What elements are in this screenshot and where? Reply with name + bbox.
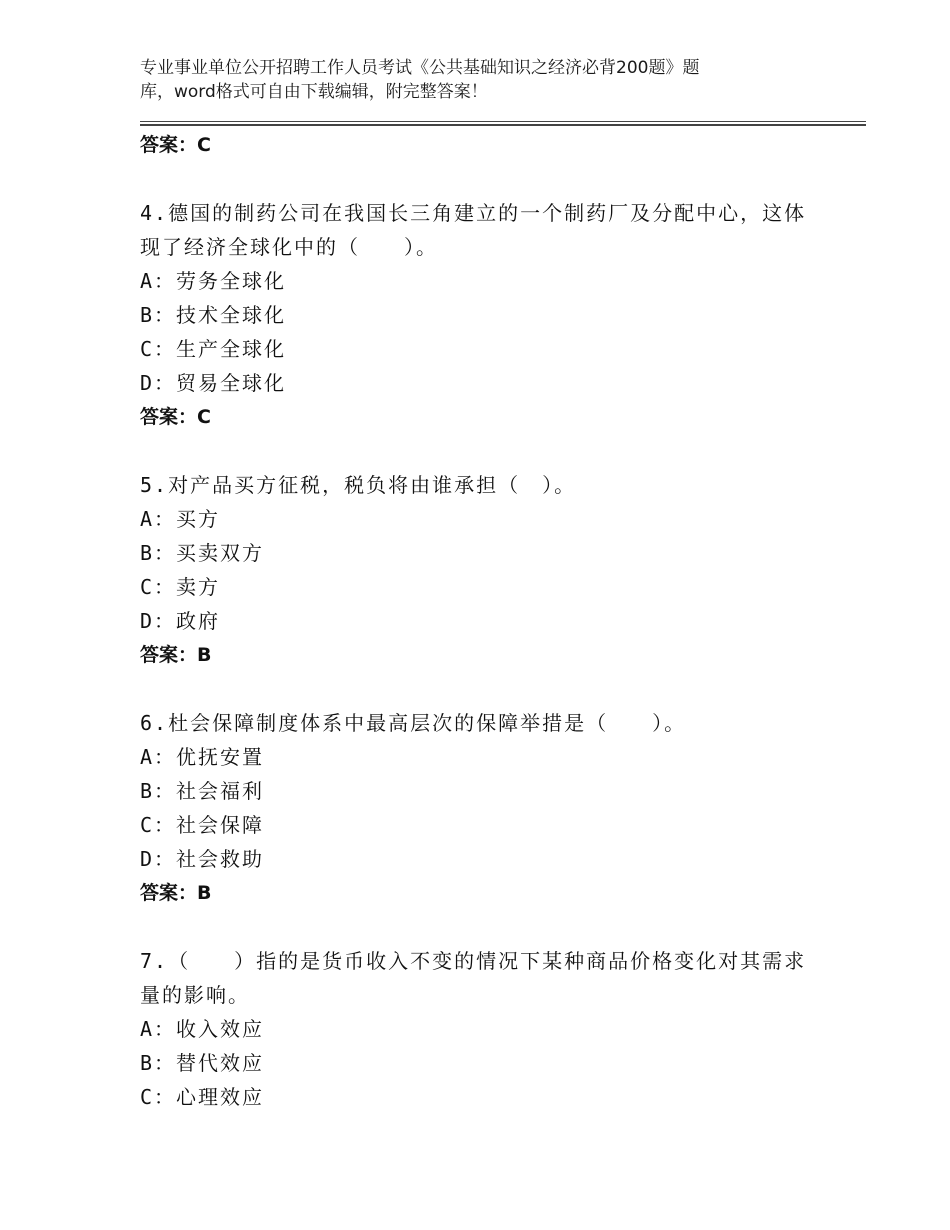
question-5 [140,468,820,672]
header-divider-thick [140,124,866,126]
question-line: 4.德国的制药公司在我国长三角建立的一个制药厂及分配中心，这体 [140,201,807,225]
answer-line: 答案：B [140,644,212,666]
option-b: B：社会福利 [140,779,265,803]
option-b: B：替代效应 [140,1051,265,1075]
answer-line: 答案：C [140,134,211,156]
header-line-2: 库，word格式可自由下载编辑，附完整答案！ [140,82,488,102]
option-d: D：贸易全球化 [140,371,287,395]
question-line: 量的影响。 [140,983,250,1007]
question-text [140,196,820,264]
answer-line: 答案：B [140,882,212,904]
option-a: A：买方 [140,507,221,531]
option-a: A：收入效应 [140,1017,265,1041]
question-7 [140,944,820,1114]
document-header [140,56,780,104]
answer-line: 答案：C [140,406,211,428]
option-d: D：政府 [140,609,221,633]
question-text [140,706,820,740]
header-line-1: 专业事业单位公开招聘工作人员考试《公共基础知识之经济必背200题》题 [140,58,700,78]
option-b: B：买卖双方 [140,541,265,565]
document-body [140,128,820,1114]
question-text [140,944,820,1012]
option-c: C：社会保障 [140,813,265,837]
option-a: A：劳务全球化 [140,269,287,293]
question-6 [140,706,820,910]
header-divider [140,121,866,122]
option-c: C：心理效应 [140,1085,265,1109]
question-line: 7.（ ）指的是货币收入不变的情况下某种商品价格变化对其需求 [140,949,807,973]
option-b: B：技术全球化 [140,303,287,327]
question-line: 5.对产品买方征税，税负将由谁承担（ ）。 [140,473,577,497]
option-c: C：卖方 [140,575,221,599]
option-c: C：生产全球化 [140,337,287,361]
question-text [140,468,820,502]
question-4 [140,196,820,434]
question-line: 6.杜会保障制度体系中最高层次的保障举措是（ ）。 [140,711,687,735]
option-a: A：优抚安置 [140,745,265,769]
option-d: D：社会救助 [140,847,265,871]
question-line: 现了经济全球化中的（ ）。 [140,235,438,259]
